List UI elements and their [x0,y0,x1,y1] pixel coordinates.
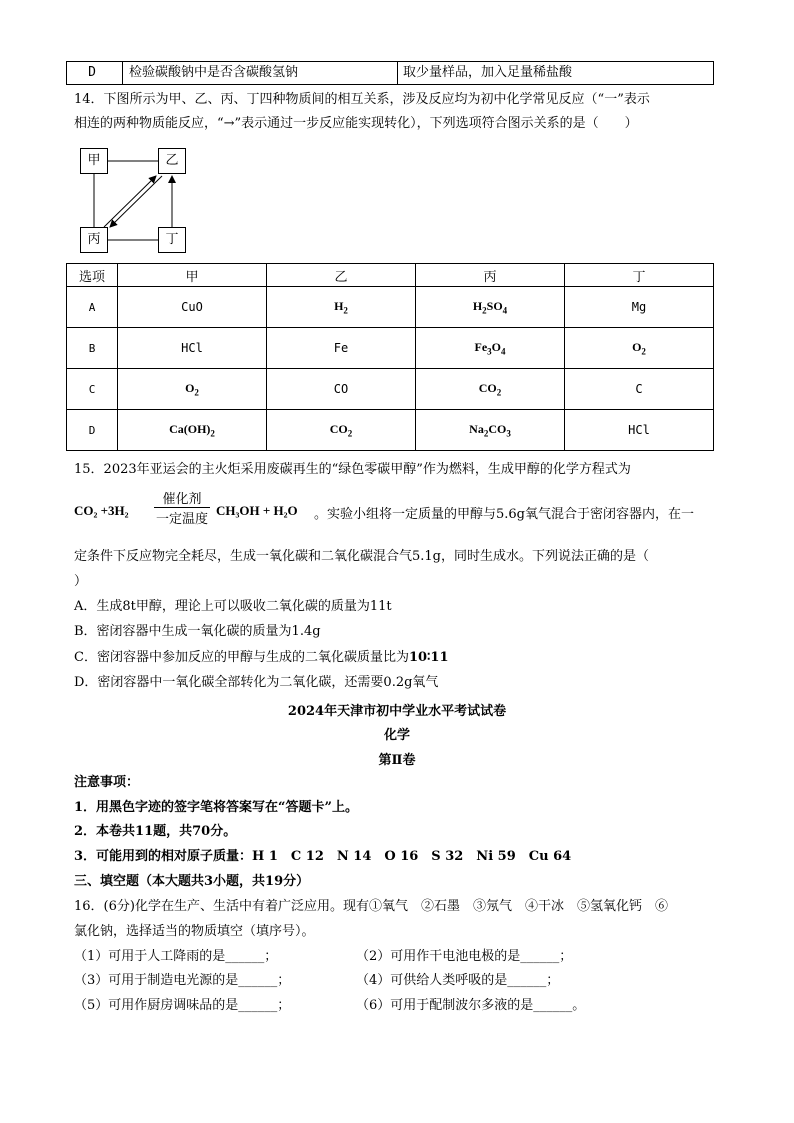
formula: Fe [333,341,349,355]
diagram-node-jia: 甲 [80,148,108,174]
formula: CuO [181,300,203,314]
top-row-option: D [88,65,96,80]
cell-yi [267,287,416,328]
formula: $CO_2$ [329,421,353,439]
note-3: 3．可能用到的相对原子质量：H 1 C 12 N 14 O 16 S 32 Ni 59 Cu 64 [74,849,572,864]
diagram-node-yi: 乙 [158,148,186,174]
q15-option-b: B．密闭容器中生成一氧化碳的质量为1.4g [74,624,321,639]
q16-line2: 氯化钠，选择适当的物质填空（填序号）。 [74,924,315,939]
formula: HCl [628,423,650,437]
q14-line2: 相连的两种物质能反应，“→”表示通过一步反应能实现转化），下列选项符合图示关系的是（ ） [74,116,638,131]
cell-jia [118,328,267,369]
table-row [67,410,714,451]
row-option: C [67,369,118,410]
cell-jia [118,410,267,451]
table-row [67,369,714,410]
option-c-ratio: 10∶11 [408,650,449,665]
diagram-node-bing: 丙 [80,227,108,253]
cell-jia [118,287,267,328]
header-bing: 丙 [416,264,565,287]
note-1: 1．用黑色字迹的签字笔将答案写在“答题卡”上。 [74,800,359,815]
volume-title: 第Ⅱ卷 [378,753,416,768]
q16-item-1: （1）可用于人工降雨的是______； [74,949,278,964]
q16-item-4: （4）可供给人类呼吸的是______； [356,973,560,988]
cell-bing [416,410,565,451]
equation-products: CH₃OH + H₂O [216,503,298,518]
cell-jia [118,369,267,410]
q15-line3: 定条件下反应物完全耗尽，生成一氧化碳和二氧化碳混合气5.1g，同时生成水。下列说法正确的是（ [74,549,649,564]
q15-option-d: D．密闭容器中一氧化碳全部转化为二氧化碳，还需要0.2g氧气 [74,675,439,690]
formula: $H_2$ [334,298,348,316]
q15-line1: 15．2023年亚运会的主火炬采用废碳再生的“绿色零碳甲醇”作为燃料，生成甲醇的化学方程式为 [74,462,631,477]
q16-item-3: （3）可用于制造电光源的是______； [74,973,291,988]
header-jia: 甲 [118,264,267,287]
cell-bing [416,287,565,328]
cell-bing [416,328,565,369]
formula: CO [333,382,349,396]
cell-yi [267,410,416,451]
table-row [67,328,714,369]
formula: $Fe_3O_4$ [474,339,506,357]
q15-line4: ） [74,574,88,589]
q16-line1: 16．(6分)化学在生产、生活中有着广泛应用。现有①氧气 ②石墨 ③氖气 ④干冰 ⑤氢氧化钙 ⑥ [74,899,668,914]
equation-reactants: CO₂ +3H₂ [74,503,129,518]
row-option: B [67,328,118,369]
notes-title: 注意事项： [74,775,140,790]
cell-ding [565,328,714,369]
formula: $Na_2CO_3$ [469,421,511,439]
arrow-bing-to-yi [104,176,156,227]
arrow-yi-to-bing [110,176,162,227]
table-header-row [67,264,714,287]
header-option: 选项 [67,264,118,287]
q14-line1: 14．下图所示为甲、乙、丙、丁四种物质间的相互关系，涉及反应均为初中化学常见反应（“一”表示 [74,92,650,107]
diagram-connectors [0,0,260,270]
formula: Mg [631,300,647,314]
note-2: 2．本卷共11题，共70分。 [74,824,237,839]
formula: $O_2$ [185,380,199,398]
diagram-node-ding: 丁 [158,227,186,253]
q15-option-c [74,649,449,667]
q16-item-6: （6）可用于配制波尔多液的是______。 [356,998,586,1013]
subject-title: 化学 [383,728,410,743]
q15-line2-rest: 。实验小组将一定质量的甲醇与5.6g氧气混合于密闭容器内，在一 [314,507,694,522]
top-row-purpose: 检验碳酸钠中是否含碳酸氢钠 [129,65,299,80]
equation-catalyst: 催化剂 [162,492,202,507]
cell-yi [267,328,416,369]
formula: $H_2SO_4$ [472,298,508,316]
formula: $CO_2$ [478,380,502,398]
cell-ding [565,369,714,410]
formula: C [635,382,643,396]
cell-bing [416,369,565,410]
q14-options-table [66,263,714,451]
q16-item-2: （2）可用作干电池电极的是______； [356,949,573,964]
top-row-divider-2 [397,62,399,84]
formula: $O_2$ [632,339,646,357]
cell-ding [565,410,714,451]
row-option: A [67,287,118,328]
cell-ding [565,287,714,328]
part3-title: 三、填空题（本大题共3小题，共19分） [74,874,310,889]
formula: HCl [181,341,203,355]
q15-option-a: A．生成8t甲醇，理论上可以吸收二氧化碳的质量为11t [74,599,392,614]
top-row-method: 取少量样品，加入足量稀盐酸 [403,65,573,80]
q16-item-5: （5）可用作厨房调味品的是______； [74,998,291,1013]
formula: $Ca(OH)_2$ [169,421,215,439]
header-yi: 乙 [267,264,416,287]
table-row [67,287,714,328]
option-c-text: C．密闭容器中参加反应的甲醇与生成的二氧化碳质量比为 [74,650,409,665]
row-option: D [67,410,118,451]
exam-title: 2024年天津市初中学业水平考试试卷 [287,704,507,719]
cell-yi [267,369,416,410]
equation-condition: 一定温度 [155,512,208,527]
header-ding: 丁 [565,264,714,287]
